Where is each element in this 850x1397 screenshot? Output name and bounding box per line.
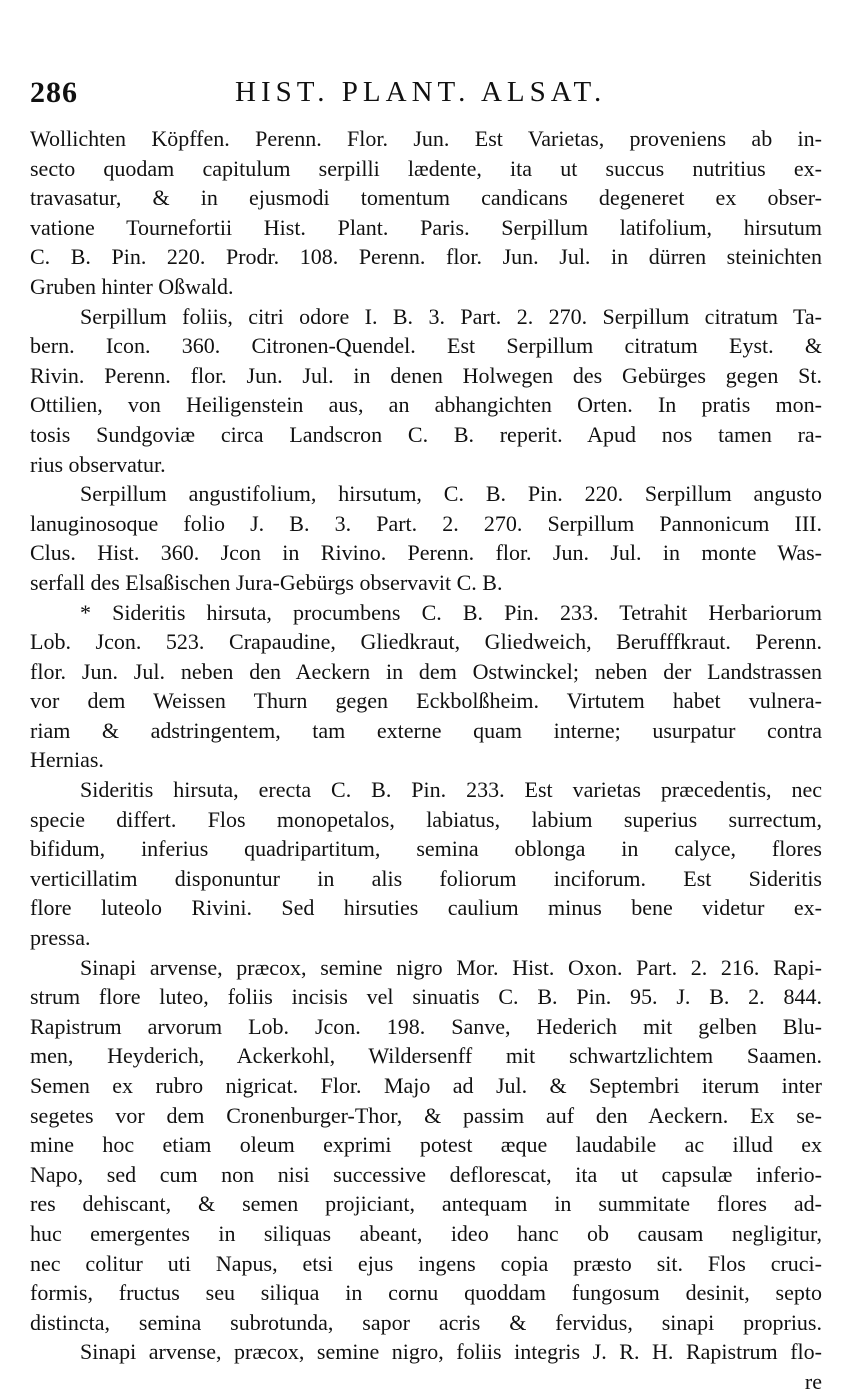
text-line: Napo, sed cum non nisi successive deflorescat, ita ut capsulæ inferio- — [30, 1161, 822, 1187]
text-line: distincta, semina subrotunda, sapor acris & fervidus, sinapi proprius. — [30, 1309, 822, 1335]
text-line: Serpillum foliis, citri odore I. B. 3. Part. 2. 270. Serpillum citratum Ta- — [80, 303, 822, 329]
text-line: res dehiscant, & semen projiciant, antequam in summitate flores ad- — [30, 1191, 822, 1217]
text-line: Sinapi arvense, præcox, semine nigro Mor. Hist. Oxon. Part. 2. 216. Rapi- — [80, 954, 822, 980]
text-line: Hernias. — [30, 747, 104, 773]
text-line: Wollichten Köpffen. Perenn. Flor. Jun. Est Varietas, proveniens ab in- — [30, 126, 822, 151]
text-line: lanuginosoque folio J. B. 3. Part. 2. 270. Serpillum Pannonicum III. — [30, 510, 822, 536]
text-line: secto quodam capitulum serpilli lædente, ita ut succus nutritius ex- — [30, 155, 822, 181]
text-body — [30, 124, 822, 1397]
text-line: Ottilien, von Heiligenstein aus, an abhangichten Orten. In pratis mon- — [30, 392, 822, 418]
text-line: Sideritis hirsuta, erecta C. B. Pin. 233. Est varietas præcedentis, nec — [80, 777, 822, 803]
text-line: Clus. Hist. 360. Jcon in Rivino. Perenn. flor. Jun. Jul. in monte Was- — [30, 540, 822, 566]
text-line: * Sideritis hirsuta, procumbens C. B. Pin. 233. Tetrahit Herbariorum — [80, 599, 822, 625]
text-line: segetes vor dem Cronenburger-Thor, & passim auf den Aeckern. Ex se- — [30, 1102, 822, 1128]
text-line: vatione Tournefortii Hist. Plant. Paris. Serpillum latifolium, hirsutum — [30, 214, 822, 240]
text-line: tosis Sundgoviæ circa Landscron C. B. reperit. Apud nos tamen ra- — [30, 421, 822, 447]
text-line: C. B. Pin. 220. Prodr. 108. Perenn. flor. Jun. Jul. in dürren steinichten — [30, 244, 822, 270]
text-line: Rivin. Perenn. flor. Jun. Jul. in denen Holwegen des Gebürges gegen St. — [30, 362, 822, 388]
text-line: rius observatur. — [30, 451, 166, 477]
text-line: Gruben hinter Oßwald. — [30, 273, 234, 299]
text-line: vor dem Weissen Thurn gegen Eckbolßheim. Virtutem habet vulnera- — [30, 688, 822, 714]
text-line: men, Heyderich, Ackerkohl, Wildersenff mit schwartzlichtem Saamen. — [30, 1043, 822, 1069]
text-line: huc emergentes in siliquas abeant, ideo hanc ob causam negligitur, — [30, 1220, 822, 1246]
text-line: flore luteolo Rivini. Sed hirsuties caulium minus bene videtur ex- — [30, 895, 822, 921]
text-line: serfall des Elsaßischen Jura-Gebürgs observavit C. B. — [30, 569, 503, 595]
text-line: nec colitur uti Napus, etsi ejus ingens copia præsto sit. Flos cruci- — [30, 1250, 822, 1276]
text-line: Rapistrum arvorum Lob. Jcon. 198. Sanve, Hederich mit gelben Blu- — [30, 1013, 822, 1039]
text-line: riam & adstringentem, tam externe quam interne; usurpatur contra — [30, 717, 822, 743]
text-line: verticillatim disponuntur in alis foliorum inciforum. Est Sideritis — [30, 865, 822, 891]
text-line: strum flore luteo, foliis incisis vel sinuatis C. B. Pin. 95. J. B. 2. 844. — [30, 984, 822, 1010]
text-line: formis, fructus seu siliqua in cornu quoddam fungosum desinit, septo — [30, 1280, 822, 1306]
text-line: bern. Icon. 360. Citronen-Quendel. Est Serpillum citratum Eyst. & — [30, 333, 822, 359]
text-line: re — [804, 1368, 822, 1394]
text-line: bifidum, inferius quadripartitum, semina oblonga in calyce, flores — [30, 836, 822, 862]
page-header — [30, 72, 820, 116]
text-line: Semen ex rubro nigricat. Flor. Majo ad Jul. & Septembri iterum inter — [30, 1073, 822, 1098]
text-line: flor. Jun. Jul. neben den Aeckern in dem Ostwinckel; neben der Landstrassen — [30, 658, 822, 684]
text-line: pressa. — [30, 925, 91, 951]
page-number: 286 — [30, 76, 78, 109]
text-line: Lob. Jcon. 523. Crapaudine, Gliedkraut, Gliedweich, Berufffkraut. Perenn. — [30, 629, 822, 655]
text-line: mine hoc etiam oleum exprimi potest æque laudabile ac illud ex — [30, 1132, 822, 1158]
text-line: specie differt. Flos monopetalos, labiatus, labium superius surrectum, — [30, 806, 822, 832]
text-line: Sinapi arvense, præcox, semine nigro, foliis integris J. R. H. Rapistrum flo- — [80, 1339, 822, 1365]
text-line: Serpillum angustifolium, hirsutum, C. B. Pin. 220. Serpillum angusto — [80, 481, 822, 507]
text-line: travasatur, & in ejusmodi tomentum candicans degeneret ex obser- — [30, 185, 822, 211]
running-title: HIST. PLANT. ALSAT. — [235, 76, 607, 108]
